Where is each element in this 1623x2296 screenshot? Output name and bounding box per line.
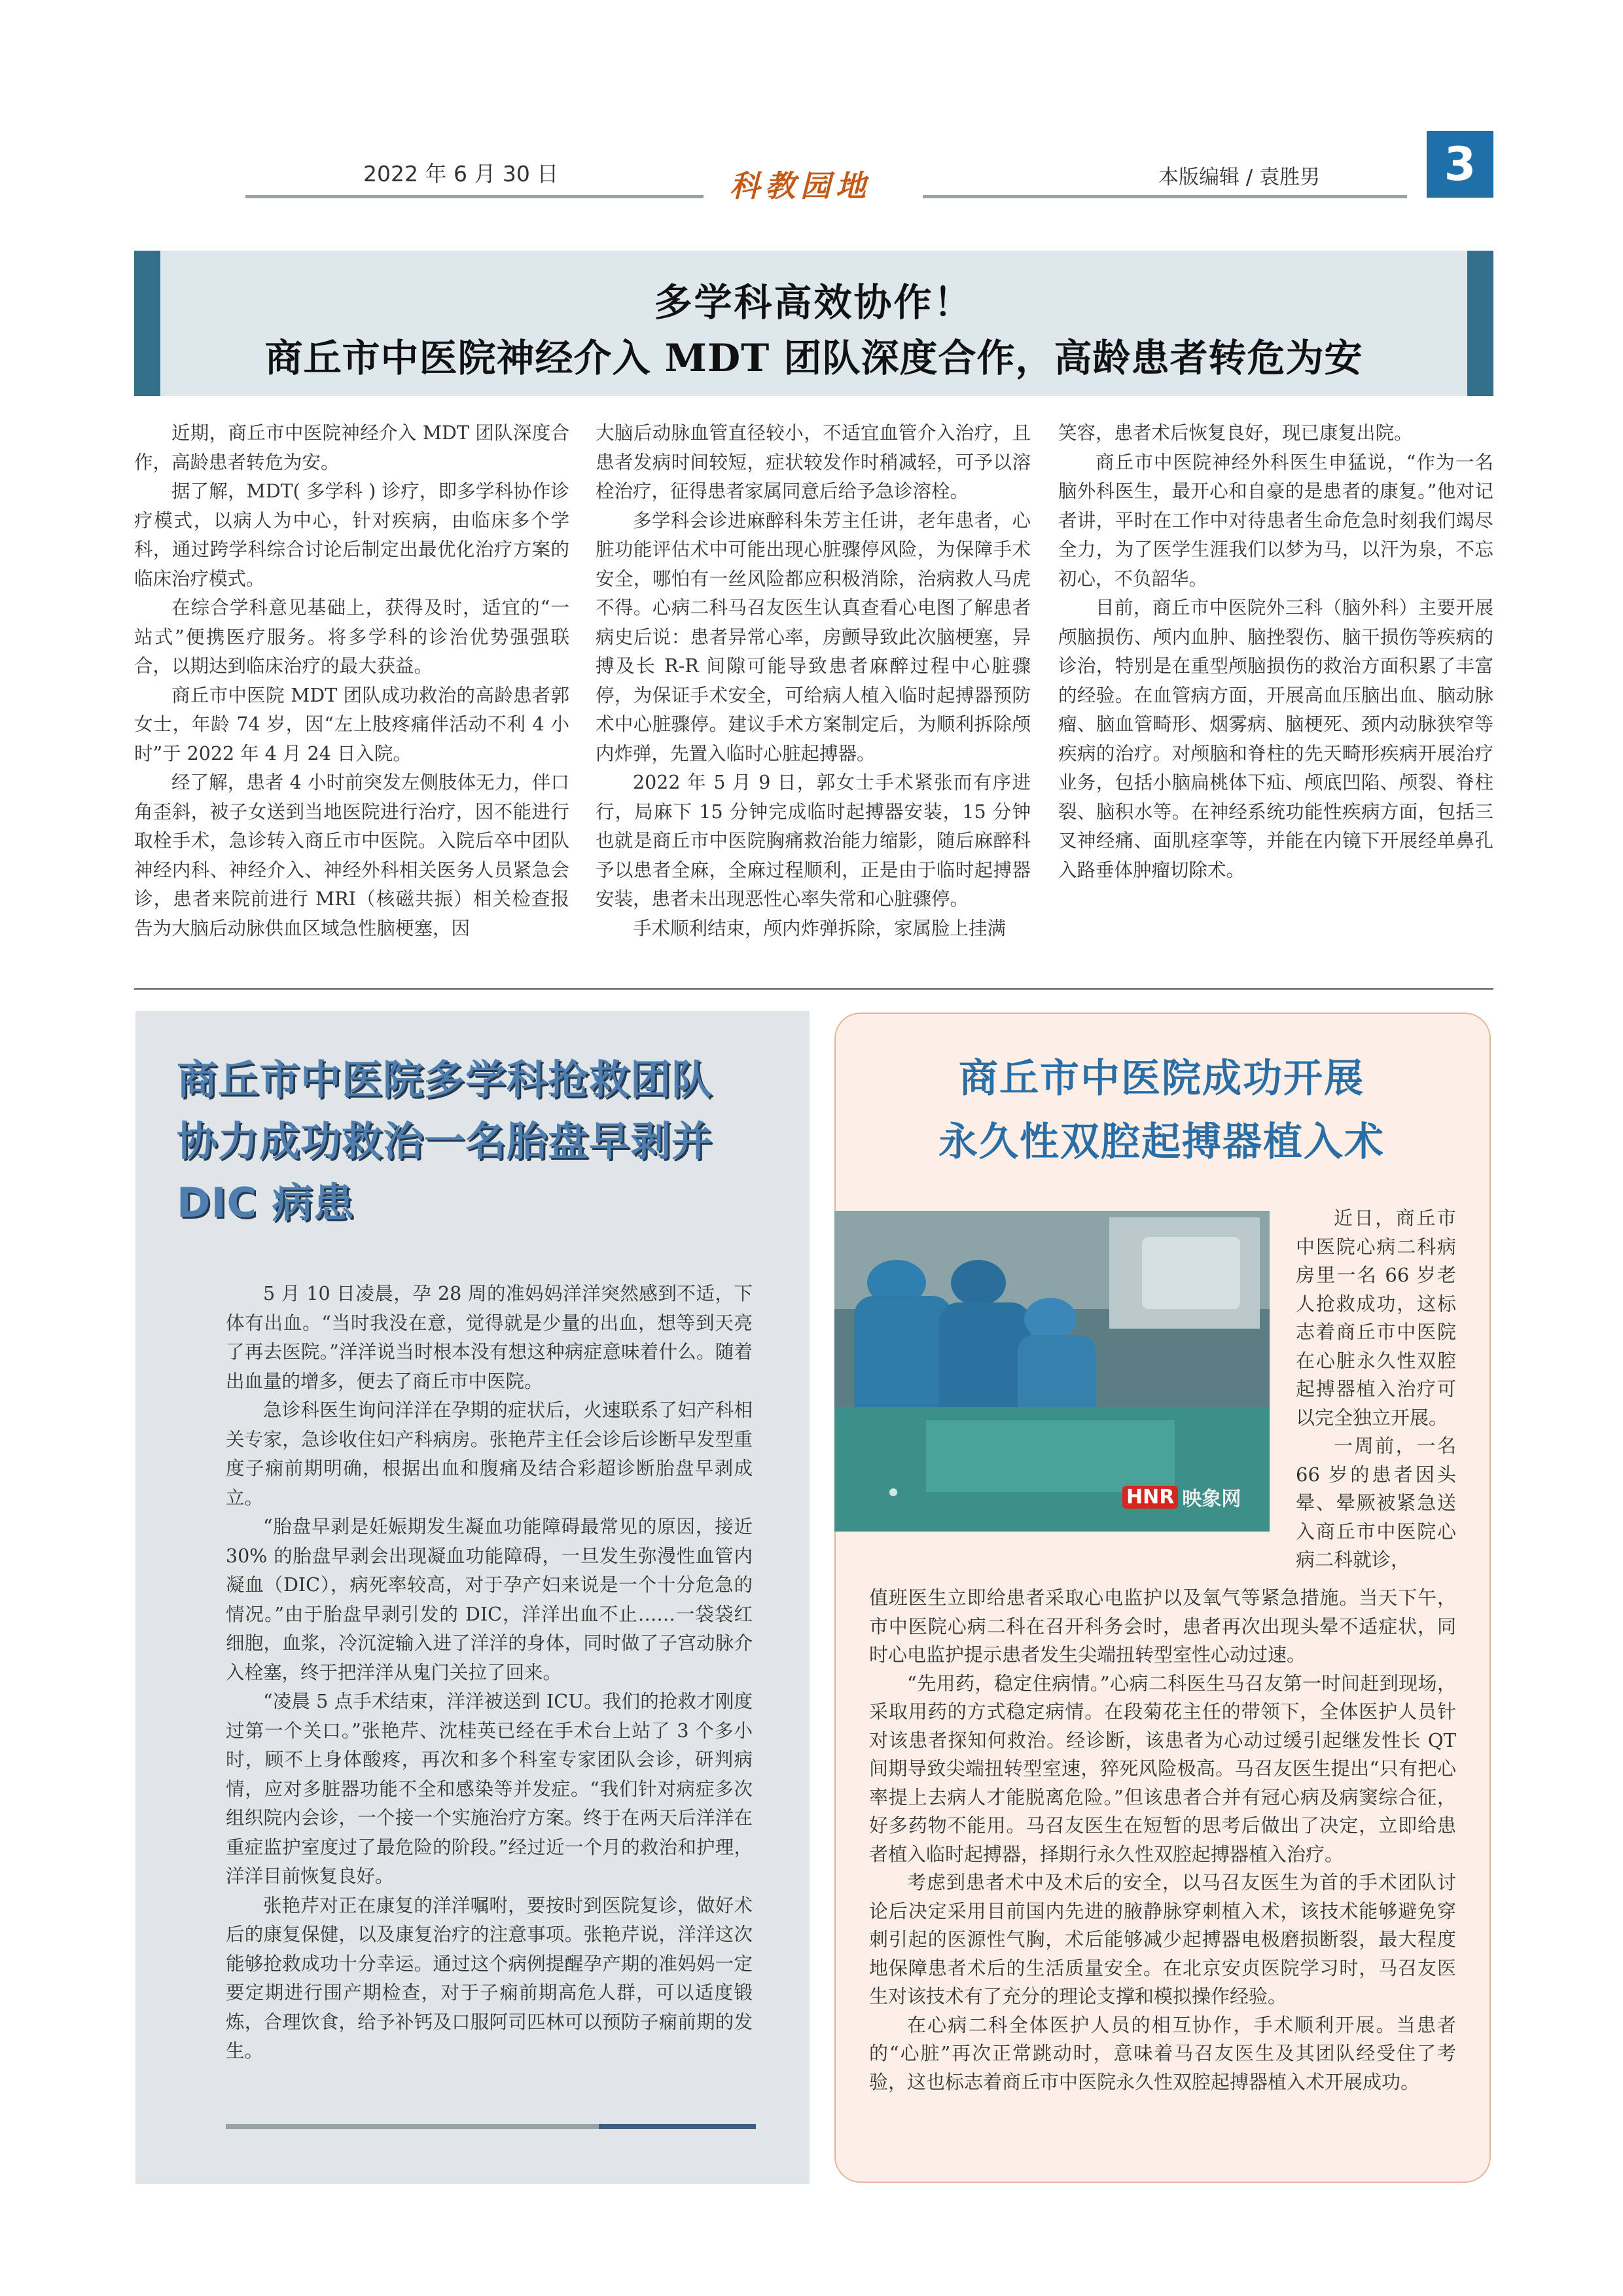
watermark-logo: HNR [1122,1486,1178,1509]
article3-body [869,1584,1456,2096]
article3-title-line2: 永久性双腔起搏器植入术 [938,1119,1385,1165]
paragraph: 急诊科医生询问洋洋在孕期的症状后，火速联系了妇产科相关专家，急诊收住妇产科病房。张艳芹主任会诊后诊断早发型重度子痫前期明确，根据出血和腹痛及结合彩超诊断胎盘早剥成立。 [226,1399,753,1509]
surgery-photo [834,1211,1270,1532]
editor-credit: 本版编辑 / 袁胜男 [1158,166,1321,189]
article1-title-line2: 商丘市中医院神经介入 MDT 团队深度合作，高龄患者转危为安 [264,336,1363,380]
watermark [1122,1482,1241,1511]
paragraph: 多学科会诊进麻醉科朱芳主任讲，老年患者，心脏功能评估术中可能出现心脏骤停风险，为保障手术安全，哪怕有一丝风险都应积极消除，治病救人马虎不得。心病二科马召友医生认真查看心电图了解患者病史后说：患者异常心率，房颤导致此次脑梗塞，异搏及长 R-R 间隙可能导致患者麻醉过程中心脏骤停，为保证手术安全，可给病人植入临时起搏器预防术中心脏骤停。建议手术方案制定后，为顺利拆除颅内炸弹，先置入临时心脏起搏器。 [596,509,1031,764]
article2-body [226,1280,753,2066]
section-name: 科教园地 [730,168,871,204]
header-rule-left [245,195,704,198]
paragraph: “凌晨 5 点手术结束，洋洋被送到 ICU。我们的抢救才刚度过第一个关口。”张艳芹、沈桂英已经在手术台上站了 3 个多小时，顾不上身体酸疼，再次和多个科室专家团队会诊，研判病情，应对多脏器功能不全和感染等并发症。“我们针对病症多次组织院内会诊，一个接一个实施治疗方案。终于在两天后洋洋在重症监护室度过了最危险的阶段。”经过近一个月的救治和护理，洋洋目前恢复良好。 [226,1691,753,1887]
article1-column-2 [596,419,1031,943]
paragraph: “胎盘早剥是妊娠期发生凝血功能障碍最常见的原因，接近 30% 的胎盘早剥会出现凝血功能障碍，一旦发生弥漫性血管内凝血（DIC），病死率较高，对于孕产妇来说是一个十分危急的情况。”由于胎盘早剥引发的 DIC，洋洋出血不止……一袋袋红细胞，血浆，冷沉淀输入进了洋洋的身体，同时做了子宫动脉介入栓塞，终于把洋洋从鬼门关拉了回来。 [226,1516,753,1683]
header-rule-right [923,195,1407,198]
paragraph: 据了解，MDT( 多学科 ) 诊疗，即多学科协作诊疗模式，以病人为中心，针对疾病，由临床多个学科，通过跨学科综合讨论后制定出最优化治疗方案的临床治疗模式。 [134,480,569,590]
paragraph: 5 月 10 日凌晨，孕 28 周的准妈妈洋洋突然感到不适，下体有出血。“当时我没在意，觉得就是少量的出血，想等到天亮了再去医院。”洋洋说当时根本没有想这种病症意味着什么。随着出血量的增多，便去了商丘市中医院。 [226,1283,753,1392]
paragraph: 近日，商丘市中医院心病二科病房里一名 66 岁老人抢救成功，这标志着商丘市中医院在心脏永久性双腔起搏器植入治疗可以完全独立开展。 [1296,1207,1456,1429]
paragraph: 近期，商丘市中医院神经介入 MDT 团队深度合作，高龄患者转危为安。 [134,422,569,473]
article2-title-line1: 商丘市中医院多学科抢救团队 [177,1056,713,1103]
paragraph: 在心病二科全体医护人员的相互协作，手术顺利开展。当患者的“心脏”再次正常跳动时，意味着马召友医生及其团队经受住了考验，这也标志着商丘市中医院永久性双腔起搏器植入术开展成功。 [869,2013,1456,2093]
paragraph: 值班医生立即给患者采取心电监护以及氧气等紧急措施。当天下午，市中医院心病二科在召开科务会时，患者再次出现头晕不适症状，同时心电监护提示患者发生尖端扭转型室性心动过速。 [869,1587,1456,1666]
paragraph: “先用药，稳定住病情。”心病二科医生马召友第一时间赶到现场，采取用药的方式稳定病情。在段菊花主任的带领下，全体医护人员针对该患者探知何救治。经诊断，该患者为心动过缓引起继发性长 QT 间期导致尖端扭转型室速，猝死风险极高。马召友医生提出“只有把心率提上去病人才能脱离危险。”但该患者合并有冠心病及病窦综合征，好多药物不能用。马召友医生在短暂的思考后做出了决定，立即给患者植入临时起搏器，择期行永久性双腔起搏器植入治疗。 [869,1672,1456,1865]
watermark-text: 映象网 [1182,1488,1241,1511]
banner-right-bar [1467,251,1493,396]
paragraph: 商丘市中医院神经外科医生申猛说，“作为一名脑外科医生，最开心和自豪的是患者的康复。”他对记者讲，平时在工作中对待患者生命危急时刻我们竭尽全力，为了医学生涯我们以梦为马，以汗为泉，不忘初心，不负韶华。 [1058,451,1493,590]
issue-date: 2022 年 6 月 30 日 [363,161,559,187]
paragraph: 2022 年 5 月 9 日，郭女士手术紧张而有序进行，局麻下 15 分钟完成临时起搏器安装，15 分钟也就是商丘市中医院胸痛救治能力缩影，随后麻醉科予以患者全麻，全麻过程顺利，正是由于临时起搏器安装，患者未出现恶性心率失常和心脏骤停。 [596,772,1031,910]
section-divider [134,988,1493,990]
article1-title-line1: 多学科高效协作！ [654,280,974,325]
banner-left-bar [134,251,160,396]
paragraph: 一周前，一名 66 岁的患者因头晕、晕厥被紧急送入商丘市中医院心病二科就诊， [1296,1435,1456,1571]
paragraph: 笑容，患者术后恢复良好，现已康复出院。 [1058,422,1413,444]
paragraph: 目前，商丘市中医院外三科（脑外科）主要开展颅脑损伤、颅内血肿、脑挫裂伤、脑干损伤等疾病的诊治，特别是在重型颅脑损伤的救治方面积累了丰富的经验。在血管病方面，开展高血压脑出血、脑动脉瘤、脑血管畸形、烟雾病、脑梗死、颈内动脉狭窄等疾病的治疗。对颅脑和脊柱的先天畸形疾病开展治疗业务，包括小脑扁桃体下疝、颅底凹陷、颅裂、脊柱裂、脑积水等。在神经系统功能性疾病方面，包括三叉神经痛、面肌痉挛等，并能在内镜下开展经单鼻孔入路垂体肿瘤切除术。 [1058,597,1493,881]
paragraph: 在综合学科意见基础上，获得及时，适宜的“一站式”便携医疗服务。将多学科的诊治优势强强联合，以期达到临床治疗的最大获益。 [134,597,569,677]
article2-title-line3: DIC 病患 [177,1179,355,1227]
article3-title-line1: 商丘市中医院成功开展 [959,1056,1364,1102]
article1-column-3 [1058,419,1493,885]
paragraph: 手术顺利结束，颅内炸弹拆除，家属脸上挂满 [633,917,1007,939]
page-number: 3 [1427,131,1493,198]
article2-bottom-accent [599,2124,756,2129]
paragraph: 张艳芹对正在康复的洋洋嘱咐，要按时到医院复诊，做好术后的康复保健，以及康复治疗的注意事项。张艳芹说，洋洋这次能够抢救成功十分幸运。通过这个病例提醒孕产期的准妈妈一定要定期进行围产期检查，对于子痫前期高危人群，可以适度锻炼，合理饮食，给予补钙及口服阿司匹林可以预防子痫前期的发生。 [226,1894,753,2062]
article2-bottom-rule [226,2124,599,2129]
paragraph: 考虑到患者术中及术后的安全，以马召友医生为首的手术团队讨论后决定采用目前国内先进的腋静脉穿刺植入术，该技术能够避免穿刺引起的医源性气胸，术后能够减少起搏器电极磨损断裂，最大程度地保障患者术后的生活质量安全。在北京安贞医院学习时，马召友医生对该技术有了充分的理论支撑和模拟操作经验。 [869,1871,1456,2007]
article2-title-line2: 协力成功救治一名胎盘早剥并 [177,1117,713,1165]
article1-column-1 [134,419,569,943]
paragraph: 经了解，患者 4 小时前突发左侧肢体无力，伴口角歪斜，被子女送到当地医院进行治疗，因不能进行取栓手术，急诊转入商丘市中医院。入院后卒中团队神经内科、神经介入、神经外科相关医务人员紧急会诊，患者来院前进行 MRI（核磁共振）相关检查报告为大脑后动脉供血区域急性脑梗塞，因 [134,772,569,939]
article3-side-text [1296,1204,1456,1575]
paragraph: 商丘市中医院 MDT 团队成功救治的高龄患者郭女士，年龄 74 岁，因“左上肢疼痛伴活动不利 4 小时”于 2022 年 4 月 24 日入院。 [134,684,569,764]
paragraph: 大脑后动脉血管直径较小，不适宜血管介入治疗，且患者发病时间较短，症状较发作时稍减轻，可予以溶栓治疗，征得患者家属同意后给予急诊溶栓。 [596,422,1031,502]
